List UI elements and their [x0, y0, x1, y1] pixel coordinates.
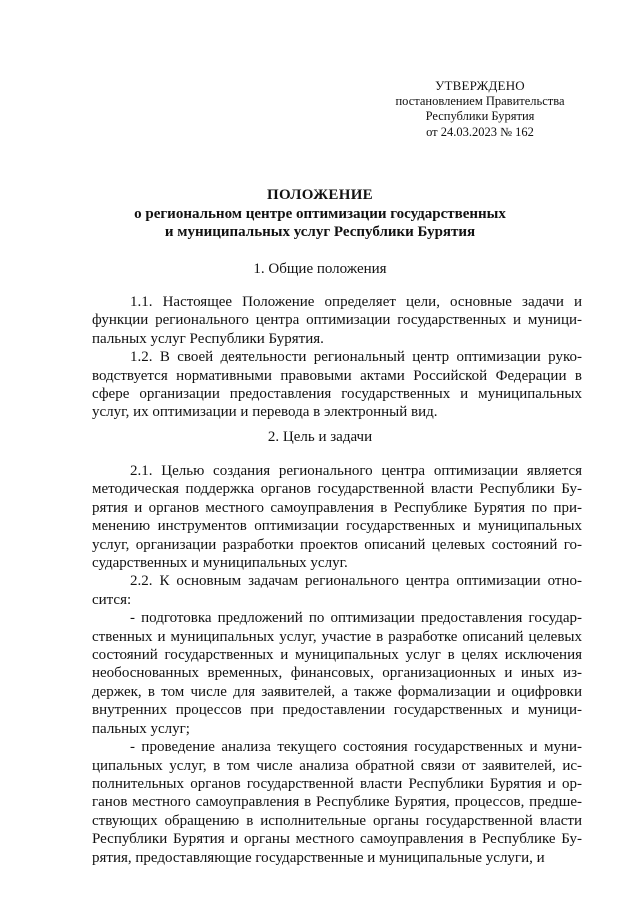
section-heading-general: 1. Общие положения: [253, 261, 387, 277]
list-item: - проведение анализа текущего состояния государственных и муни-ципальных услуг, в том числе анализа обратной связи от заявителей, ис-полнительных органов государственной власти Республики Бурятия и ор-ганов местного самоуправления в Республике Бурятия, процессов, предше-ствующих обращению в исполнительные органы государственной власти Республики Бурятия и органы местного самоуправления в Республике Бу-рятия, предоставляющие государственные и муниципальные услуги, и: [92, 739, 582, 866]
approval-date: от 24.03.2023 № 162: [426, 124, 534, 139]
title-main: ПОЛОЖЕНИЕ: [267, 187, 373, 203]
approval-line: Республики Бурятия: [425, 109, 535, 123]
document-title: [60, 186, 580, 242]
paragraph: 2.1. Целью создания регионального центра оптимизации является методическая поддержка органов государственной власти Республики Бу-рятия и органов местного самоуправления в Республике Бурятия по при-менению инструментов оптимизации государственных и муниципальных услуг, организации разработки проектов описаний целевых состояний го-сударственных и муниципальных услуг.: [92, 463, 582, 572]
paragraph: 1.1. Настоящее Положение определяет цели, основные задачи и функции регионального центра оптимизации государственных и муници-пальных услуг Республики Бурятия.: [92, 294, 582, 347]
list-item: - подготовка предложений по оптимизации предоставления государ-ственных и муниципальных услуг, участие в разработке описаний целевых состояний государственных и муниципальных услуг в целях исключения необоснованных временных, финансовых, организационных и иных из-держек, в том числе для заявителей, а также формализации и оцифровки внутренних процессов при предоставлении государственных и муници-пальных услуг;: [92, 610, 582, 737]
title-subtitle-line: о региональном центре оптимизации государственных: [134, 205, 506, 222]
section-general-body: [92, 293, 582, 422]
paragraph: 2.2. К основным задачам регионального центра оптимизации отно-сится:: [92, 573, 582, 608]
title-subtitle-line: и муниципальных услуг Республики Бурятия: [164, 224, 476, 240]
paragraph: 1.2. В своей деятельности региональный центр оптимизации руко-водствуется нормативными правовыми актами Российской Федерации в сфере организации предоставления государственных и муниципальных услуг, их оптимизации и перевода в электронный вид.: [92, 349, 582, 421]
approval-line: постановлением Правительства: [395, 93, 565, 108]
section-goals-body: [92, 462, 582, 867]
approval-heading: УТВЕРЖДЕНО: [435, 78, 525, 93]
approval-stamp: [365, 78, 595, 140]
section-heading-goals: 2. Цель и задачи: [267, 429, 373, 445]
